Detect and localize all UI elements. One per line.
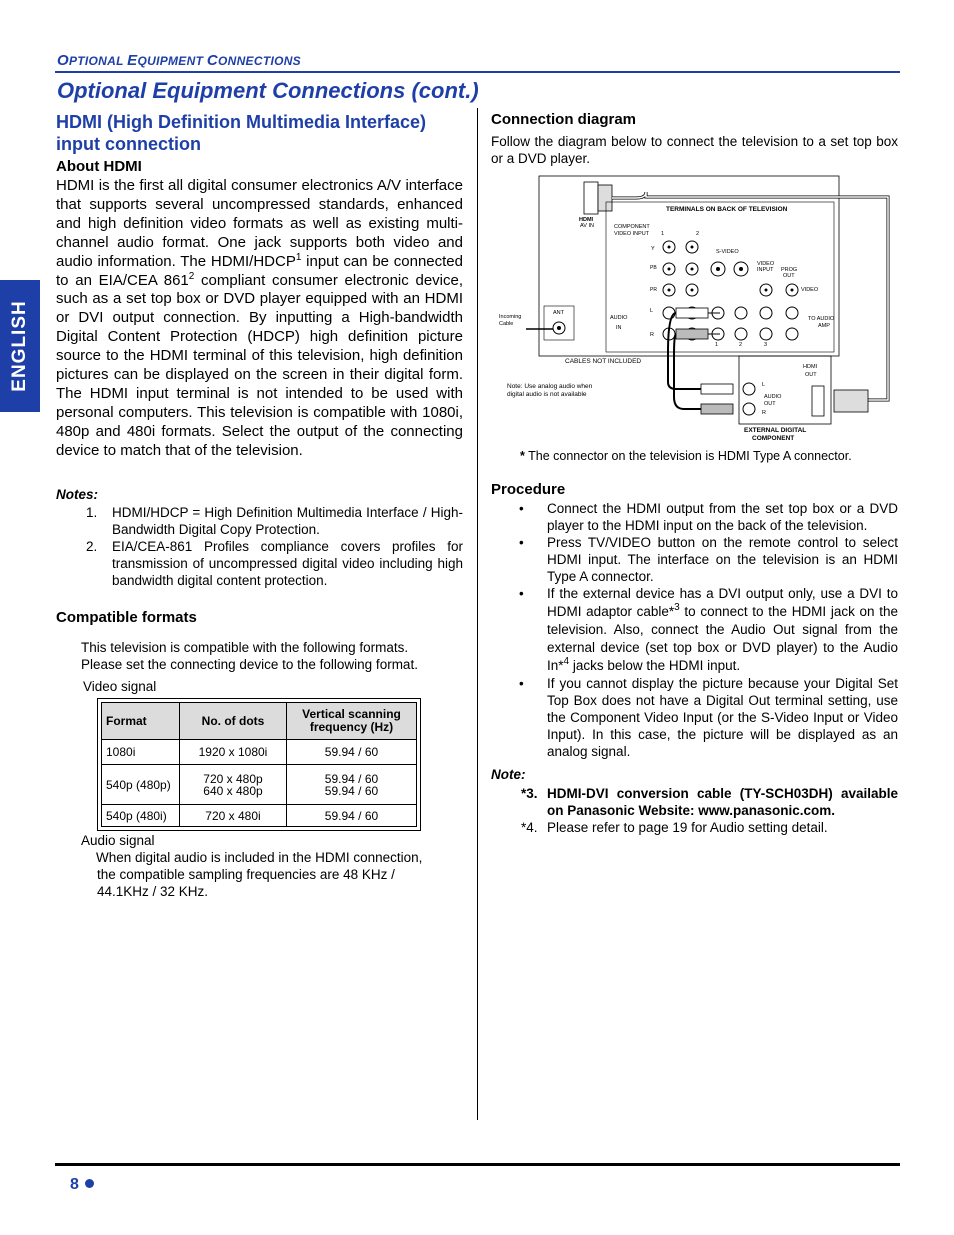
svg-text:1: 1 [661,231,665,237]
audio-line-2: the compatible sampling frequencies are 48 KHz / [97,867,395,882]
svg-text:OUT: OUT [764,401,776,407]
hdmi-out-plug [834,390,868,412]
svg-text:OUT: OUT [805,372,817,378]
cables-not-included: CABLES NOT INCLUDED [565,358,642,365]
procedure-item: • Connect the HDMI output from the set top box or a DVD player to the HDMI input on the back of the television. [519,501,898,533]
svg-text:digital audio is not available: digital audio is not available [507,391,587,398]
procedure-list [491,500,898,760]
diagram-intro: Follow the diagram below to connect the television to a set top box or a DVD player. [491,134,898,166]
side-tab-label: ENGLISH [9,300,30,392]
hdmi-section-title [56,111,466,155]
notes-label: Notes: [56,487,99,502]
table-cell: 720 x 480i [180,805,287,827]
svg-text:L: L [650,308,654,314]
svg-text:COMPONENT: COMPONENT [752,435,795,442]
page-dot-icon [85,1179,94,1188]
svg-text:AUDIO: AUDIO [610,315,628,321]
format-table [101,702,417,827]
running-head: OPTIONAL EQUIPMENT CONNECTIONS [57,52,301,69]
svg-text:COMPONENT: COMPONENT [614,224,650,230]
page-number: 8 [70,1176,94,1194]
svg-text:INPUT: INPUT [757,267,774,273]
svg-text:1: 1 [715,342,719,348]
header-rule [55,71,900,73]
footer-rule [55,1163,900,1166]
table-row [102,740,417,765]
procedure-heading: Procedure [491,481,566,498]
svg-text:Incoming: Incoming [499,314,522,320]
svg-text:S-VIDEO: S-VIDEO [716,249,739,255]
audio-plug-red [676,329,708,339]
page-title: Optional Equipment Connections (cont.) [57,78,479,103]
svg-text:VIDEO: VIDEO [757,261,775,267]
note-item: 2. EIA/CEA-861 Profiles compliance covers profiles for transmission of uncompressed digital video including high bandwidth digital content protection. [86,539,463,588]
svg-text:PB: PB [650,265,657,271]
table-cell: 1080i [102,740,180,765]
footnotes [491,785,898,836]
svg-text:R: R [762,410,766,416]
svg-text:L: L [762,382,766,388]
compat-line-2: Please set the connecting device to the following format. [81,657,418,672]
svg-text:Cable: Cable [499,321,514,327]
svg-text:R: R [650,332,654,338]
table-header: Format [102,703,180,740]
hdmi-label: HDMI [579,217,594,223]
connection-diagram-heading: Connection diagram [491,111,637,128]
procedure-item: • If the external device has a DVI output only, use a DVI to HDMI adaptor cable*$^3$ to connect to the HDMI jack on the television. Also, connect the Audio Out signal from the external device (set top box or DVD player) to the Audio In*$^4$ jacks below the HDMI input. [519,586,899,673]
compatible-formats-heading: Compatible formats [56,609,197,626]
note-item: 1. HDMI/HDCP = High Definition Multimedia Interface / High-Bandwidth Digital Copy Protection. [86,505,463,537]
svg-text:TO AUDIO: TO AUDIO [808,316,835,322]
av-in-label: AV IN [580,223,594,229]
table-cell: 1920 x 1080i [180,740,287,765]
compat-line-1: This television is compatible with the following formats. [81,640,409,655]
column-divider [477,108,478,1120]
svg-text:EXTERNAL DIGITAL: EXTERNAL DIGITAL [744,427,807,434]
language-side-tab [0,280,40,412]
svg-text:VIDEO INPUT: VIDEO INPUT [614,231,650,237]
svg-text:Note: Use analog audio when: Note: Use analog audio when [507,383,593,390]
connection-diagram [496,172,898,450]
audio-line-3: 44.1KHz / 32 KHz. [97,884,209,899]
svg-text:AUDIO: AUDIO [764,394,782,400]
audio-line-1: When digital audio is included in the HDMI connection, [96,850,423,865]
section-title-line-1: HDMI (High Definition Multimedia Interface) [56,112,427,132]
svg-text:HDMI: HDMI [803,364,818,370]
section-title-line-2: input connection [56,134,201,154]
hdmi-in-port [584,182,598,214]
video-signal-label: Video signal [83,679,157,694]
table-cell: 540p (480p) [102,765,180,805]
procedure-item: • Press TV/VIDEO button on the remote control to select HDMI input. The interface on the television is an HDMI Type A connector. [519,535,898,584]
svg-text:OUT: OUT [783,273,795,279]
svg-text:Y: Y [651,246,655,252]
svg-text:AMP: AMP [818,323,830,329]
table-header: Vertical scanning frequency (Hz) [287,703,417,740]
audio-signal-label: Audio signal [81,833,155,848]
svg-text:IN: IN [616,325,622,331]
hdmi-out-port [812,386,824,416]
hdmi-cable [612,192,888,400]
procedure-item: • If you cannot display the picture because your Digital Set Top Box does not have a Digital Out terminal setting, use the Component Video Input (or the S-Video Input or Video Input). In this case, the picture will be displayed as an analog signal. [519,676,898,759]
table-cell: 59.94 / 60 [287,740,417,765]
svg-text:ANT: ANT [553,310,564,316]
about-hdmi-paragraph: HDMI is the first all digital consumer electronics A/V interface that supports several uncompressed standards, enhanced and high definition video formats as well as existing multi-channel audio format. One jack supports both video and audio information. The HDMI/HDCP$^1$ input can be connected to an EIA/CEA $861^2$ compliant consumer electronic device, such as a set top box or DVD player equipped with an HDMI or DVI output connection. By inputting a High-bandwidth Digital Content Protection (HDCP) high definition picture source to the HDMI terminal of this television, high definition pictures can be displayed on the screen in their digital form. The HDMI input terminal is not intended to be used with personal computers. This television is compatible with 1080i, 480p and 480i formats. Select the output of the connecting device to match that of the television. [56,177,464,459]
svg-text:PR: PR [650,287,657,293]
table-row [102,765,417,805]
hdmi-plug [598,185,612,211]
table-header: No. of dots [180,703,287,740]
connector-note: * The connector on the television is HDMI Type A connector. [520,449,852,463]
table-cell: 540p (480i) [102,805,180,827]
footnote-item: *3. HDMI-DVI conversion cable (TY-SCH03DH) available on Panasonic Website: www.panasonic.com. [521,786,898,818]
table-cell: 720 x 480p 640 x 480p [180,765,287,805]
table-cell: 59.94 / 60 [287,805,417,827]
note-label: Note: [491,767,526,782]
footnote-item: *4. Please refer to page 19 for Audio setting detail. [521,820,828,835]
about-hdmi-heading: About HDMI [56,158,142,175]
audio-plug-white [676,308,708,318]
terminals-label: TERMINALS ON BACK OF TELEVISION [666,206,788,213]
svg-text:3: 3 [764,342,768,348]
svg-text:2: 2 [739,342,743,348]
table-cell: 59.94 / 60 59.94 / 60 [287,765,417,805]
table-row [102,805,417,827]
svg-text:PROG: PROG [781,267,798,273]
svg-text:VIDEO: VIDEO [801,287,819,293]
svg-text:2: 2 [696,231,700,237]
format-table-frame [97,698,421,831]
notes-list [56,504,463,589]
